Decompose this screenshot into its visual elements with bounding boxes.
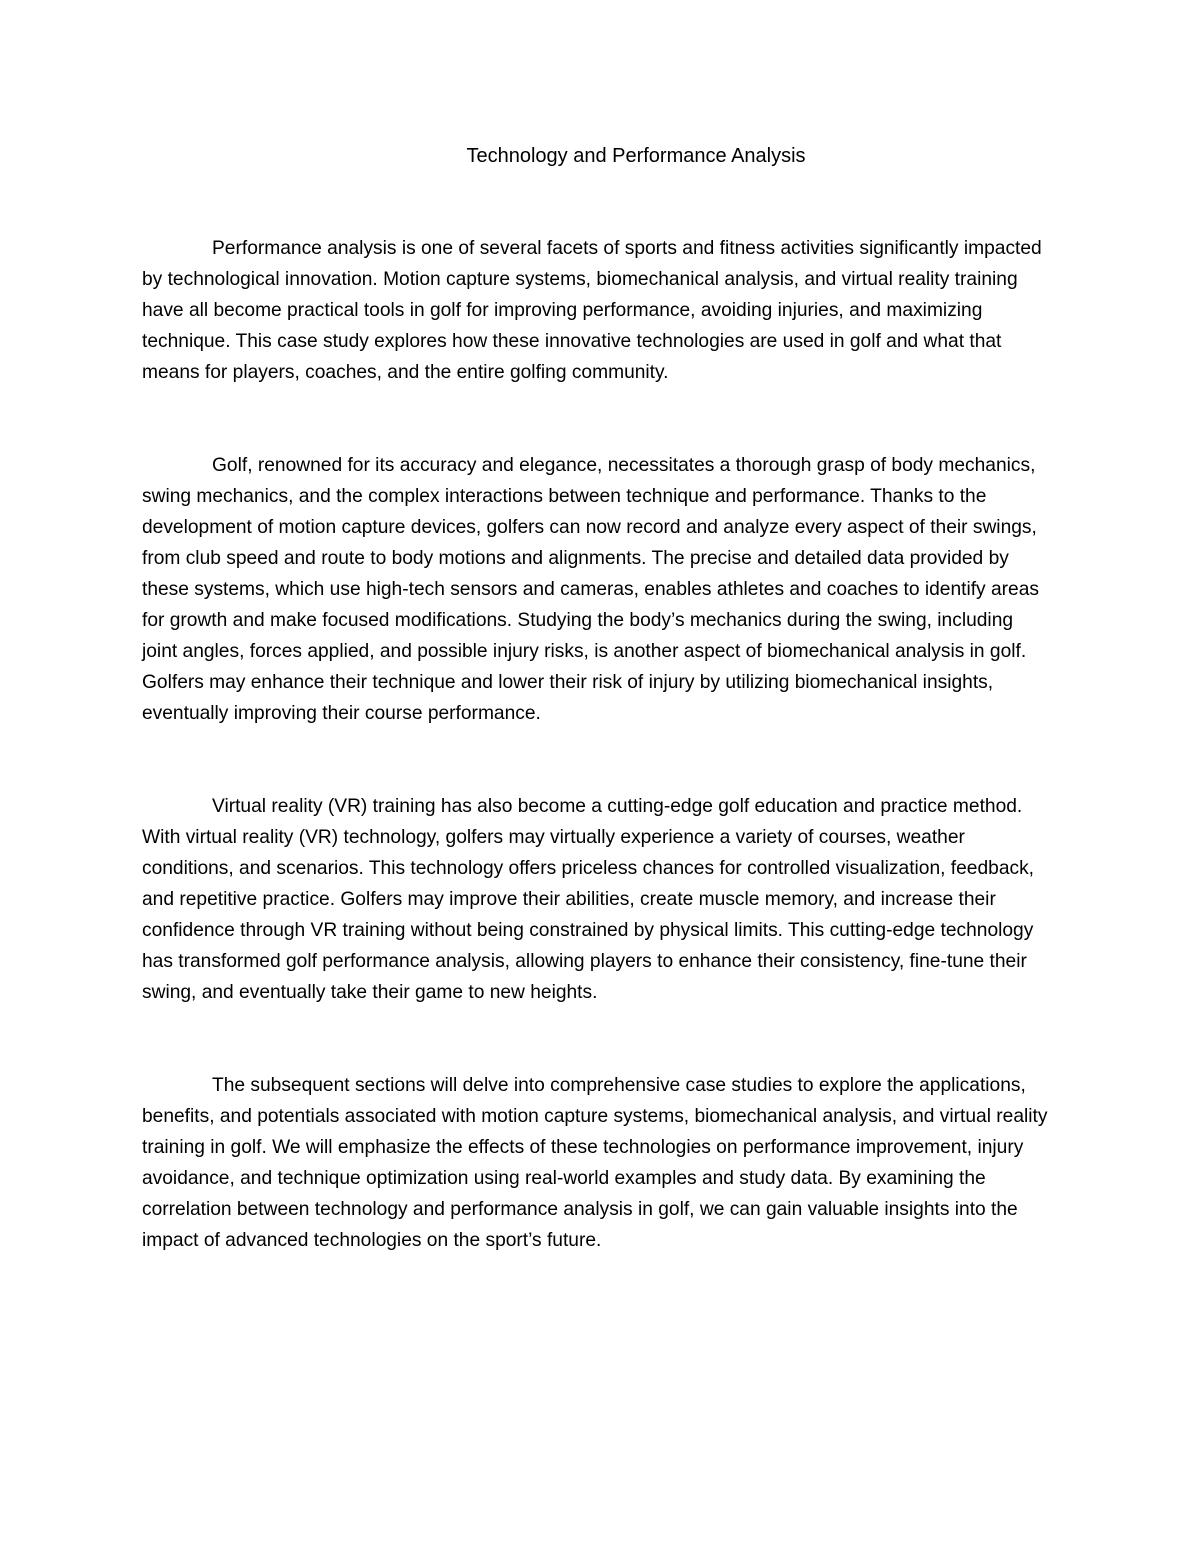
document-title: Technology and Performance Analysis: [466, 145, 806, 167]
paragraph-introduction: Performance analysis is one of several facets of sports and fitness activities significantly impacted by technological innovation. Motion capture systems, biomechanical analysis, and virtual reality training have all become practical tools in golf for improving performance, avoiding injuries, and maximizing technique. This case study explores how these innovative technologies are used in golf and what that means for players, coaches, and the entire golfing community.: [142, 238, 1042, 383]
paragraph-subsequent-sections: The subsequent sections will delve into comprehensive case studies to explore the applications, benefits, and potentials associated with motion capture systems, biomechanical analysis, and virtual reality training in golf. We will emphasize the effects of these technologies on performance improvement, injury avoidance, and technique optimization using real-world examples and study data. By examining the correlation between technology and performance analysis in golf, we can gain valuable insights into the impact of advanced technologies on the sport’s future.: [142, 1075, 1048, 1251]
paragraph-motion-capture-biomechanics: Golf, renowned for its accuracy and elegance, necessitates a thorough grasp of body mechanics, swing mechanics, and the complex interactions between technique and performance. Thanks to the development of motion capture devices, golfers can now record and analyze every aspect of their swings, from club speed and route to body motions and alignments. The precise and detailed data provided by these systems, which use high-tech sensors and cameras, enables athletes and coaches to identify areas for growth and make focused modifications. Studying the body’s mechanics during the swing, including joint angles, forces applied, and possible injury risks, is another aspect of biomechanical analysis in golf. Golfers may enhance their technique and lower their risk of injury by utilizing biomechanical insights, eventually improving their course performance.: [142, 455, 1039, 724]
paragraph-virtual-reality: Virtual reality (VR) training has also become a cutting-edge golf education and practice method. With virtual reality (VR) technology, golfers may virtually experience a variety of courses, weather conditions, and scenarios. This technology offers priceless chances for controlled visualization, feedback, and repetitive practice. Golfers may improve their abilities, create muscle memory, and increase their confidence through VR training without being constrained by physical limits. This cutting-edge technology has transformed golf performance analysis, allowing players to enhance their consistency, fine-tune their swing, and eventually take their game to new heights.: [142, 796, 1035, 1003]
document-body: [142, 233, 1050, 1318]
